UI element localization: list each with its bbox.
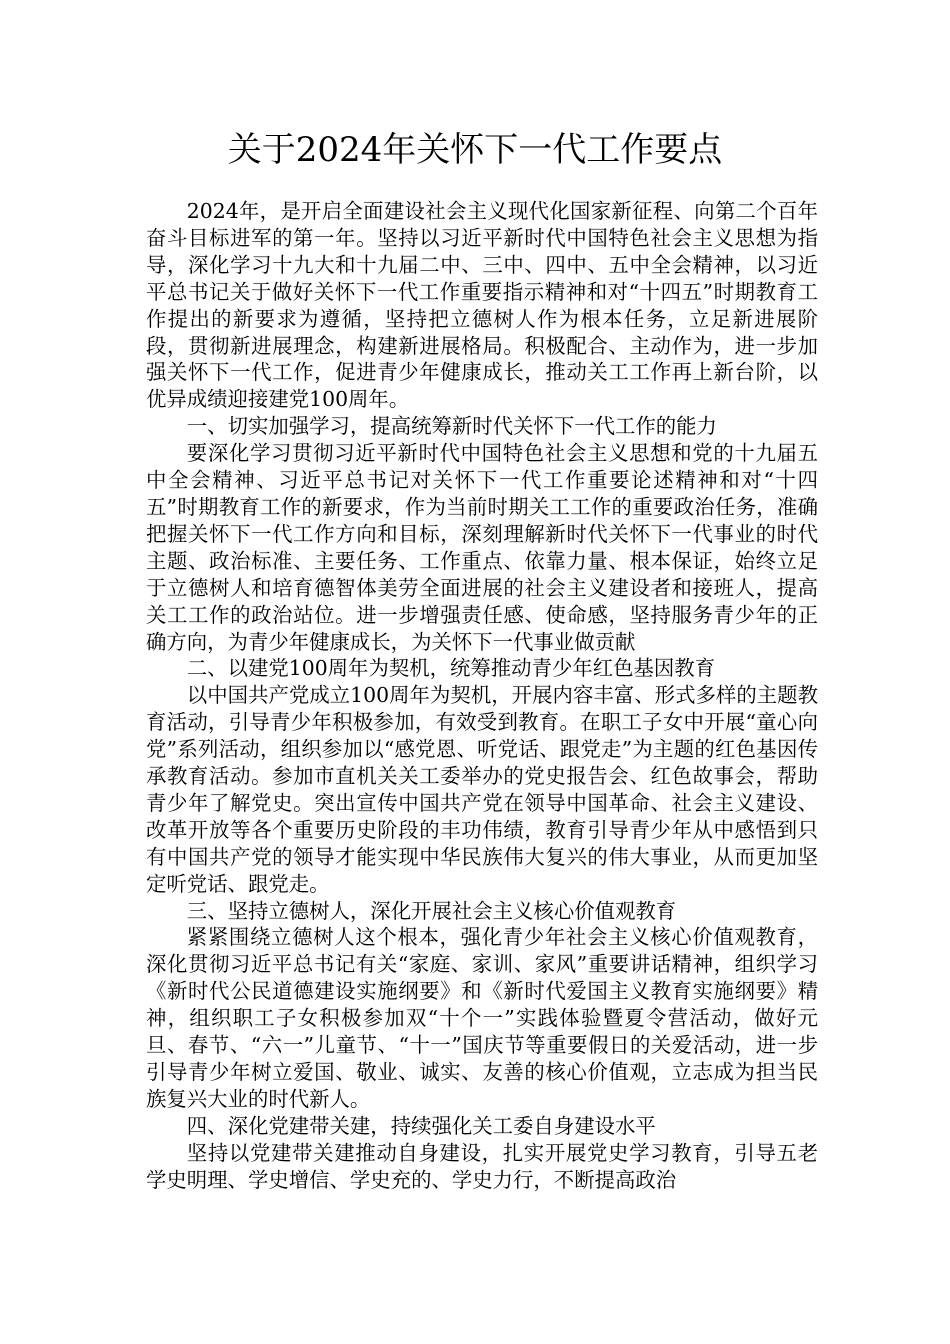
section-paragraph-2: 以中国共产党成立100周年为契机，开展内容丰富、形式多样的主题教育活动，引导青少年积极参加，有效受到教育。在职工子女中开展“童心向党”系列活动，组织参加以“感党恩、听党话、跟党走”为主题的红色基因传承教育活动。参加市直机关关工委举办的党史报告会、红色故事会，帮助青少年了解党史。突出宣传中国共产党在领导中国革命、社会主义建设、改革开放等各个重要历史阶段的丰功伟绩，教育引导青少年从中感悟到只有中国共产党的领导才能实现中华民族伟大复兴的伟大事业，从而更加坚定听党话、跟党走。 (146, 683, 818, 896)
section-paragraph-1: 要深化学习贯彻习近平新时代中国特色社会主义思想和党的十九届五中全会精神、习近平总书记对关怀下一代工作重要论述精神和对“十四五”时期教育工作的新要求，作为当前时期关工工作的重要政治任务，准确把握关怀下一代工作方向和目标，深刻理解新时代关怀下一代事业的时代主题、政治标准、主要任务、工作重点、依靠力量、根本保证，始终立足于立德树人和培育德智体美劳全面进展的社会主义建设者和接班人，提高关工工作的政治站位。进一步增强责任感、使命感，坚持服务青少年的正确方向，为青少年健康成长，为关怀下一代事业做贡献 (146, 441, 818, 654)
section-heading-3: 三、坚持立德树人，深化开展社会主义核心价值观教育 (186, 898, 677, 923)
document-title: 关于2024年关怀下一代工作要点 (227, 130, 723, 170)
section-paragraph-3: 紧紧围绕立德树人这个根本，强化青少年社会主义核心价值观教育，深化贯彻习近平总书记有关“家庭、家训、家风”重要讲话精神，组织学习《新时代公民道德建设实施纲要》和《新时代爱国主义教育实施纲要》精神，组织职工子女积极参加双“十个一”实践体验暨夏令营活动，做好元旦、春节、“六一”儿童节、“十一”国庆节等重要假日的关爱活动，进一步引导青少年树立爱国、敬业、诚实、友善的核心价值观，立志成为担当民族复兴大业的时代新人。 (146, 925, 818, 1111)
intro-paragraph: 2024年，是开启全面建设社会主义现代化国家新征程、向第二个百年奋斗目标进军的第一年。坚持以习近平新时代中国特色社会主义思想为指导，深化学习十九大和十九届二中、三中、四中、五中全会精神，以习近平总书记关于做好关怀下一代工作重要指示精神和对“十四五”时期教育工作提出的新要求为遵循，坚持把立德树人作为根本任务，立足新进展阶段，贯彻新进展理念，构建新进展格局。积极配合、主动作为，进一步加强关怀下一代工作，促进青少年健康成长，推动关工工作再上新台阶，以优异成绩迎接建党100周年。 (146, 199, 818, 412)
section-heading-2: 二、以建党100周年为契机，统筹推动青少年红色基因教育 (186, 656, 716, 681)
section-heading-4: 四、深化党建带关建，持续强化关工委自身建设水平 (186, 1113, 656, 1138)
section-paragraph-4: 坚持以党建带关建推动自身建设，扎实开展党史学习教育，引导五老学史明理、学史增信、学史充的、学史力行，不断提高政治 (146, 1140, 818, 1192)
section-heading-1: 一、切实加强学习，提高统筹新时代关怀下一代工作的能力 (186, 414, 717, 439)
document-body (146, 198, 818, 1194)
